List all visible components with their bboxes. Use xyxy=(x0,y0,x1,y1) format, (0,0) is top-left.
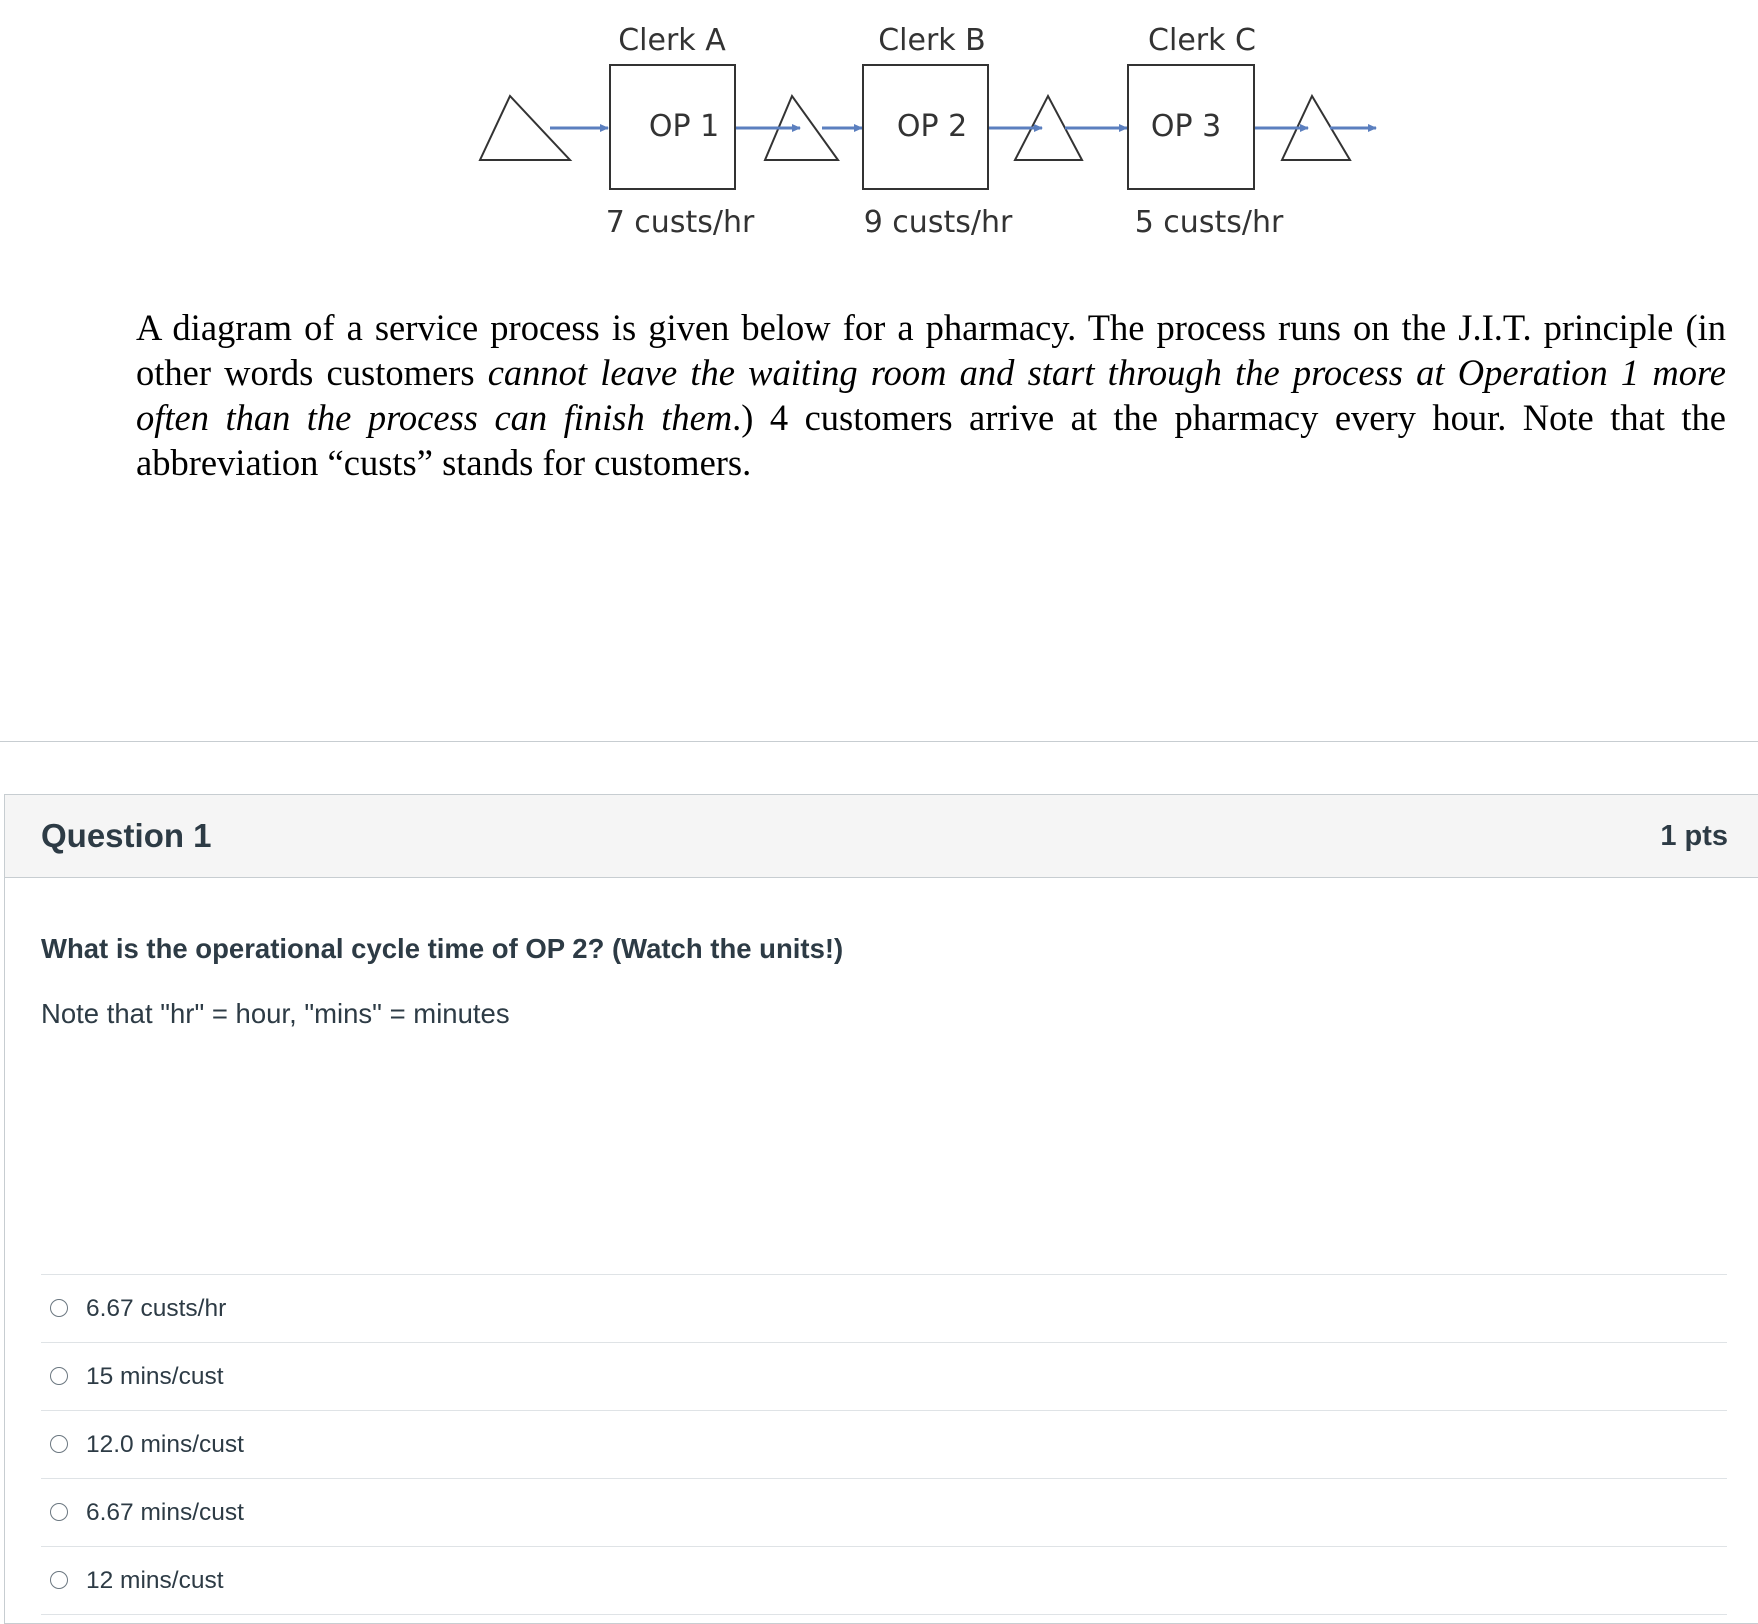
answer-label: 12 mins/cust xyxy=(86,1567,224,1594)
op-2-label: OP 2 xyxy=(896,109,968,144)
answer-option[interactable] xyxy=(41,1343,1727,1411)
answer-label: 12.0 mins/cust xyxy=(86,1431,244,1458)
process-diagram-svg xyxy=(470,10,1390,250)
radio-button[interactable] xyxy=(50,1367,68,1385)
op-1-label: OP 1 xyxy=(648,109,720,144)
section-divider xyxy=(0,741,1758,742)
clerk-b-label: Clerk B xyxy=(878,23,986,58)
op-3-rate: 5 custs/hr xyxy=(1134,205,1284,240)
question-title: Question 1 xyxy=(41,817,212,854)
intro-text-italic: cannot leave the waiting room and start through the process at Operation 1 more often than the process can finish them xyxy=(136,352,1726,438)
answer-option[interactable] xyxy=(41,1411,1727,1479)
radio-button[interactable] xyxy=(50,1503,68,1521)
op-1-rate: 7 custs/hr xyxy=(605,205,755,240)
answer-option[interactable] xyxy=(41,1479,1727,1547)
question-note: Note that "hr" = hour, "mins" = minutes xyxy=(41,998,510,1029)
answer-option[interactable] xyxy=(41,1275,1727,1343)
intro-text-end: .) 4 customers arrive at the pharmacy every hour. Note that the abbreviation “custs” stands for customers. xyxy=(136,397,1726,483)
answer-list xyxy=(41,1274,1727,1615)
radio-button[interactable] xyxy=(50,1299,68,1317)
clerk-c-label: Clerk C xyxy=(1148,23,1256,58)
answer-label: 6.67 custs/hr xyxy=(86,1295,227,1322)
question-points: 1 pts xyxy=(1660,820,1728,852)
question-card xyxy=(4,794,1758,1624)
intro-paragraph xyxy=(136,305,1726,485)
intro-text-start: A diagram of a service process is given below for a pharmacy. The process runs on the J.I.T. principle (in other words customers xyxy=(136,307,1726,393)
question-header xyxy=(5,795,1758,878)
radio-button[interactable] xyxy=(50,1435,68,1453)
op-3-label: OP 3 xyxy=(1150,109,1222,144)
answer-label: 6.67 mins/cust xyxy=(86,1499,244,1526)
clerk-a-label: Clerk A xyxy=(618,23,726,58)
answer-label: 15 mins/cust xyxy=(86,1363,224,1390)
op-2-rate: 9 custs/hr xyxy=(863,205,1013,240)
process-diagram xyxy=(470,10,1390,250)
question-prompt: What is the operational cycle time of OP 2? (Watch the units!) xyxy=(41,933,844,964)
answer-option[interactable] xyxy=(41,1547,1727,1615)
radio-button[interactable] xyxy=(50,1571,68,1589)
